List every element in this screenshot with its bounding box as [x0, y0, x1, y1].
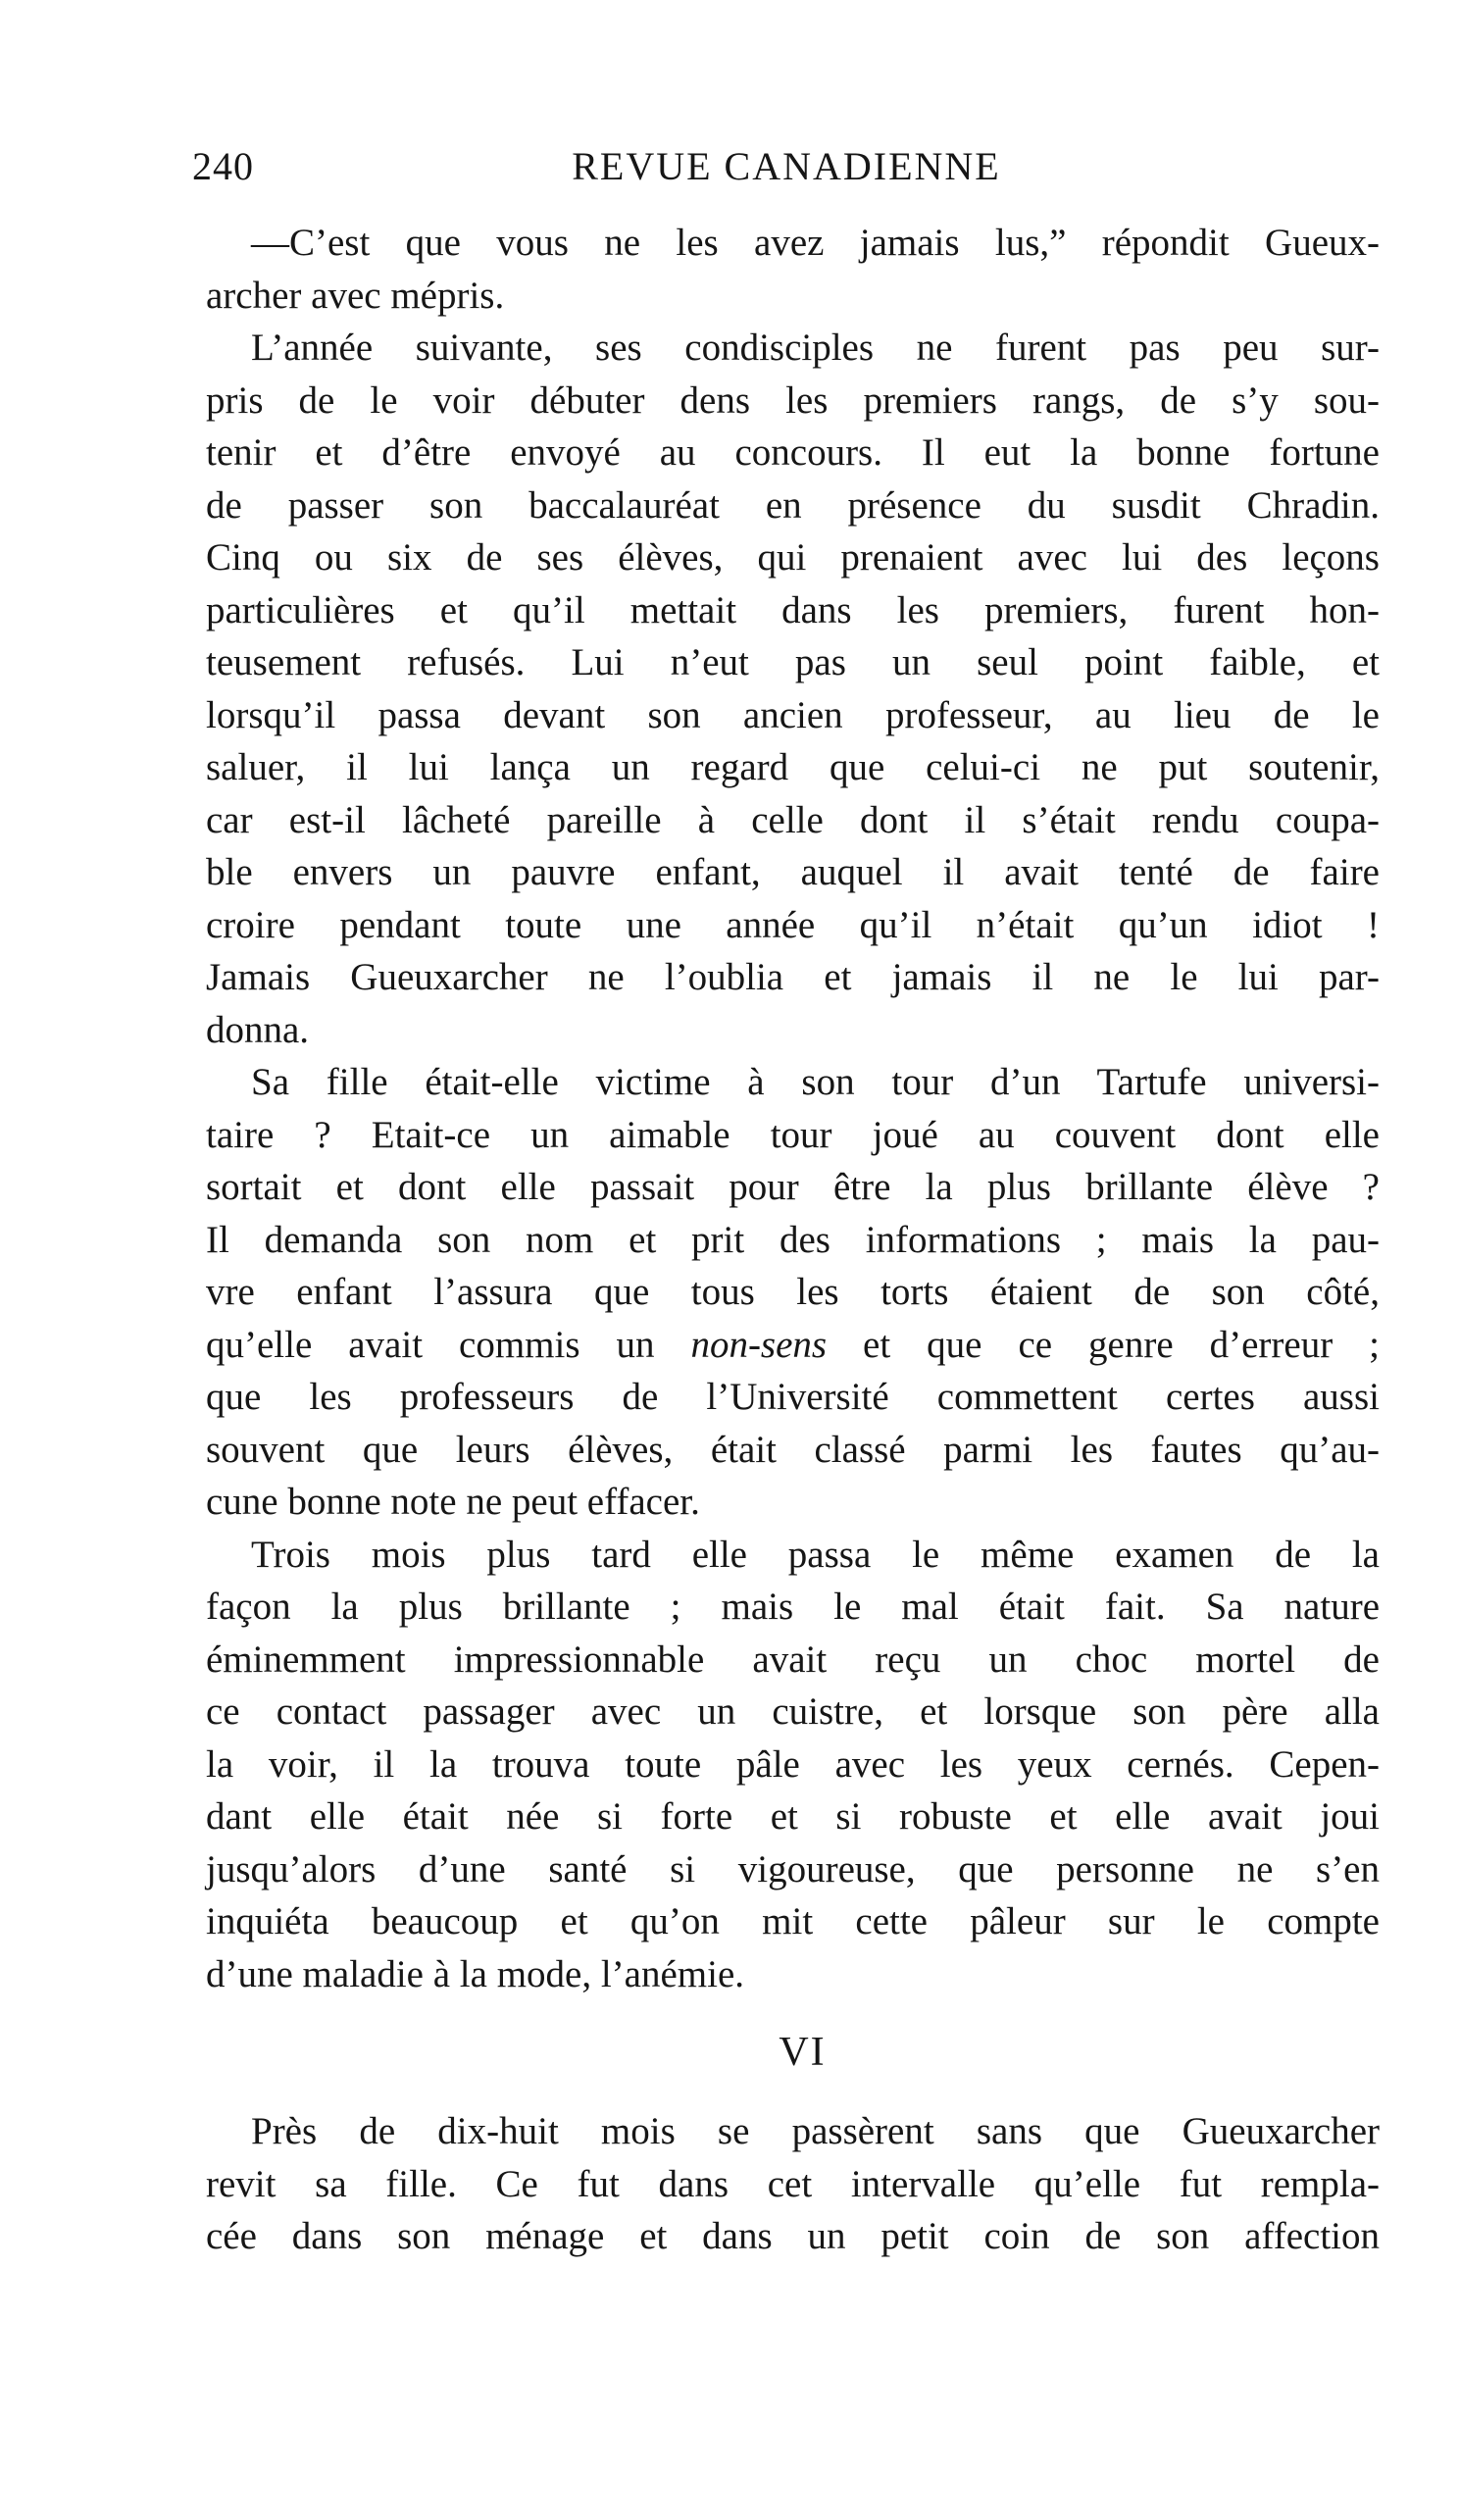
- body-text: [206, 217, 1380, 2263]
- text-line: Trois mois plus tard elle passa le même examen de la: [251, 1533, 1380, 1576]
- text-line: lorsqu’il passa devant son ancien professeur, au lieu de le: [206, 693, 1380, 736]
- text-line: car est-il lâcheté pareille à celle dont il s’était rendu coupa-: [206, 798, 1380, 841]
- text-line: façon la plus brillante ; mais le mal était fait. Sa nature: [206, 1586, 1380, 1628]
- text-line: particulières et qu’il mettait dans les premiers, furent hon-: [206, 588, 1380, 631]
- text-line: Cinq ou six de ses élèves, qui prenaient avec lui des leçons: [206, 536, 1380, 579]
- text-line: Jamais Gueuxarcher ne l’oublia et jamais il ne le lui par-: [206, 956, 1380, 998]
- text-line: saluer, il lui lança un regard que celui-ci ne put soutenir,: [206, 746, 1380, 788]
- text-line: —C’est que vous ne les avez jamais lus,” répondit Gueux-: [251, 222, 1380, 264]
- text-line: croire pendant toute une année qu’il n’était qu’un idiot !: [206, 903, 1380, 946]
- text-line: tenir et d’être envoyé au concours. Il eut la bonne fortune: [206, 431, 1380, 474]
- text-line: ce contact passager avec un cuistre, et lorsque son père alla: [206, 1690, 1380, 1733]
- text-line: jusqu’alors d’une santé si vigoureuse, que personne ne s’en: [206, 1847, 1380, 1890]
- text-run: qu’elle avait commis un: [206, 1323, 691, 1366]
- text-line: cune bonne note ne peut effacer.: [206, 1481, 700, 1523]
- text-line: teusement refusés. Lui n’eut pas un seul point faible, et: [206, 641, 1380, 683]
- text-line: ble envers un pauvre enfant, auquel il avait tenté de faire: [206, 851, 1380, 893]
- text-line: taire ? Etait-ce un aimable tour joué au couvent dont elle: [206, 1113, 1380, 1156]
- running-head: [192, 137, 1381, 196]
- text-line: la voir, il la trouva toute pâle avec les yeux cernés. Cepen-: [206, 1742, 1380, 1786]
- text-line: cée dans son ménage et dans un petit coin de son affection: [206, 2215, 1380, 2257]
- text-line: d’une maladie à la mode, l’anémie.: [206, 1952, 745, 1995]
- text-line: de passer son baccalauréat en présence du susdit Chradin.: [206, 483, 1380, 527]
- text-line: revit sa fille. Ce fut dans cet intervalle qu’elle fut rempla-: [206, 2162, 1380, 2205]
- text-line: [206, 1319, 1380, 1372]
- text-line: éminemment impressionnable avait reçu un choc mortel de: [206, 1638, 1380, 1681]
- page-number: 240: [192, 144, 254, 188]
- text-line: vre enfant l’assura que tous les torts étaient de son côté,: [206, 1271, 1380, 1313]
- text-line: archer avec mépris.: [206, 274, 505, 317]
- journal-title: REVUE CANADIENNE: [572, 144, 1001, 188]
- text-line: sortait et dont elle passait pour être la plus brillante élève ?: [206, 1166, 1380, 1208]
- text-line: donna.: [206, 1008, 310, 1051]
- text-line: Sa fille était-elle victime à son tour d’un Tartufe universi-: [251, 1061, 1380, 1103]
- text-line: souvent que leurs élèves, était classé parmi les fautes qu’au-: [206, 1428, 1380, 1471]
- text-line: pris de le voir débuter dens les premiers rangs, de s’y sou-: [206, 378, 1380, 422]
- text-line: dant elle était née si forte et si robuste et elle avait joui: [206, 1795, 1380, 1838]
- text-run: et que ce genre d’erreur ;: [827, 1323, 1380, 1366]
- section-heading: VI: [779, 2030, 827, 2075]
- italic-term: non-sens: [690, 1323, 828, 1366]
- text-line: Près de dix-huit mois se passèrent sans que Gueuxarcher: [251, 2110, 1380, 2152]
- text-line: L’année suivante, ses condisciples ne furent pas peu sur-: [251, 327, 1380, 369]
- text-line: Il demanda son nom et prit des informations ; mais la pau-: [206, 1218, 1380, 1261]
- text-line: inquiéta beaucoup et qu’on mit cette pâleur sur le compte: [206, 1900, 1380, 1942]
- text-line: que les professeurs de l’Université commettent certes aussi: [206, 1376, 1380, 1418]
